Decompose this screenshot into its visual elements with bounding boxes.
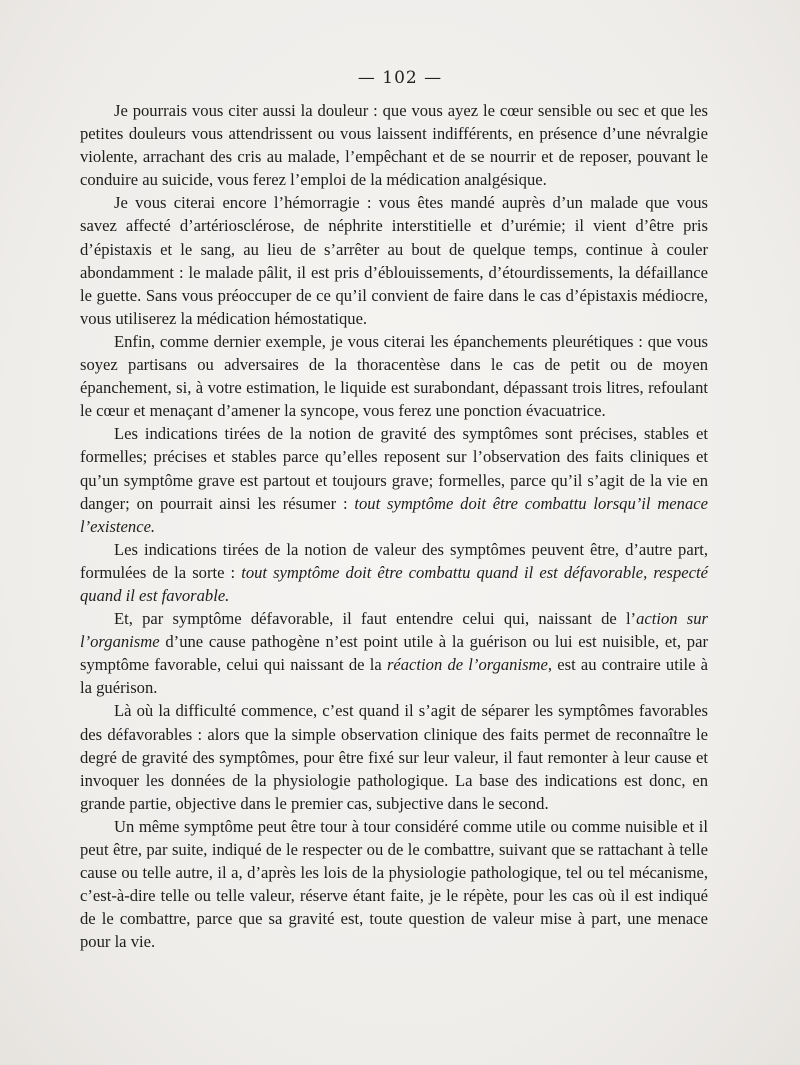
paragraph-difficulte: Là où la difficulté commence, c’est quand il s’agit de séparer les symptômes favorables des défavorables : alors que la simple observation clinique des faits permet de reconnaître le degré de gravité des symptômes, pour être fixé sur leur valeur, il faut remonter à leur cause et invoquer les données de la physiologie pathologique. La base des indications est donc, en grande partie, objective dans le premier cas, subjective dans le second.	[80, 701, 708, 813]
paragraph-defavorable-text-c: , est au contraire utile à la guérison.	[80, 655, 709, 698]
paragraph-valeur	[80, 538, 708, 607]
paragraph-defavorable-italic-a: action sur l’organisme	[80, 609, 709, 652]
page-number: — 102 —	[357, 68, 443, 88]
paragraph-defavorable-text-a: Et, par symptôme défavorable, il faut entendre celui qui, naissant de l’	[114, 609, 637, 629]
paragraph-epanchements: Enfin, comme dernier exemple, je vous citerai les épanchements pleurétiques : que vous soyez partisans ou adversaires de la thoracentèse dans le cas de petit ou de moyen épanchement, si, à votre estimation, le liquide est surabondant, dépassant trois litres, refoulant le cœur et menaçant d’amener la syncope, vous ferez une ponction évacuatrice.	[80, 331, 708, 421]
paragraph-hemorragie: Je vous citerai encore l’hémorragie : vous êtes mandé auprès d’un malade que vous savez affecté d’artériosclérose, de néphrite interstitielle et d’urémie; il vient d’être pris d’épistaxis et le sang, au lieu de s’arrêter au bout de quelque temps, continue à couler abondamment : le malade pâlit, il est pris d’éblouissements, d’étourdissements, la défaillance le guette. Sans vous préoccuper de ce qu’il convient de faire dans le cas d’épistaxis médiocre, vous utiliserez la médication hémostatique.	[80, 193, 708, 328]
paragraph-defavorable-text-b: d’une cause pathogène n’est point utile à la guérison ou lui est nuisible, et, par symptôme favorable, celui qui naissant de la	[80, 632, 708, 675]
paragraph-defavorable	[80, 607, 708, 699]
body-text	[80, 99, 708, 953]
paragraph-valeur-maxim: tout symptôme doit être combattu quand il est défavorable, respecté quand il est favorable.	[80, 562, 708, 605]
paragraph-valeur-text: Les indications tirées de la notion de valeur des symptômes peuvent être, d’autre part, formulées de la sorte :	[80, 539, 708, 582]
paragraph-gravite-maxim: tout symptôme doit être combattu lorsqu’il menace l’existence.	[80, 493, 708, 536]
paragraph-defavorable-italic-b: réaction de l’organisme	[386, 655, 548, 675]
paragraph-gravite-text: Les indications tirées de la notion de gravité des symptômes sont précises, stables et formelles; précises et stables parce qu’elles reposent sur l’observation des faits cliniques et qu’un symptôme grave est partout et toujours grave; formelles, parce qu’il s’agit de la vie en danger; on pourrait ainsi les résumer :	[80, 424, 708, 513]
paragraph-douleur: Je pourrais vous citer aussi la douleur : que vous ayez le cœur sensible ou sec et que les petites douleurs vous attendrissent ou vous laissent indifférents, en présence d’une névralgie violente, arrachant des cris au malade, l’empêchant et de se nourrir et de reposer, pouvant le conduire au suicide, vous ferez l’emploi de la médication analgésique.	[80, 101, 708, 190]
paragraph-gravite	[80, 422, 708, 537]
paragraph-meme-symptome: Un même symptôme peut être tour à tour considéré comme utile ou comme nuisible et il peut être, par suite, indiqué de le respecter ou de le combattre, suivant que se rattachant à telle cause ou telle autre, il a, d’après les lois de la physiologie pathologique, tel ou tel mécanisme, c’est-à-dire telle ou telle valeur, réserve étant faite, je le répète, pour les cas où il est indiqué de le combattre, parce que sa gravité est, toute question de valeur mise à part, une menace pour la vie.	[80, 816, 708, 952]
